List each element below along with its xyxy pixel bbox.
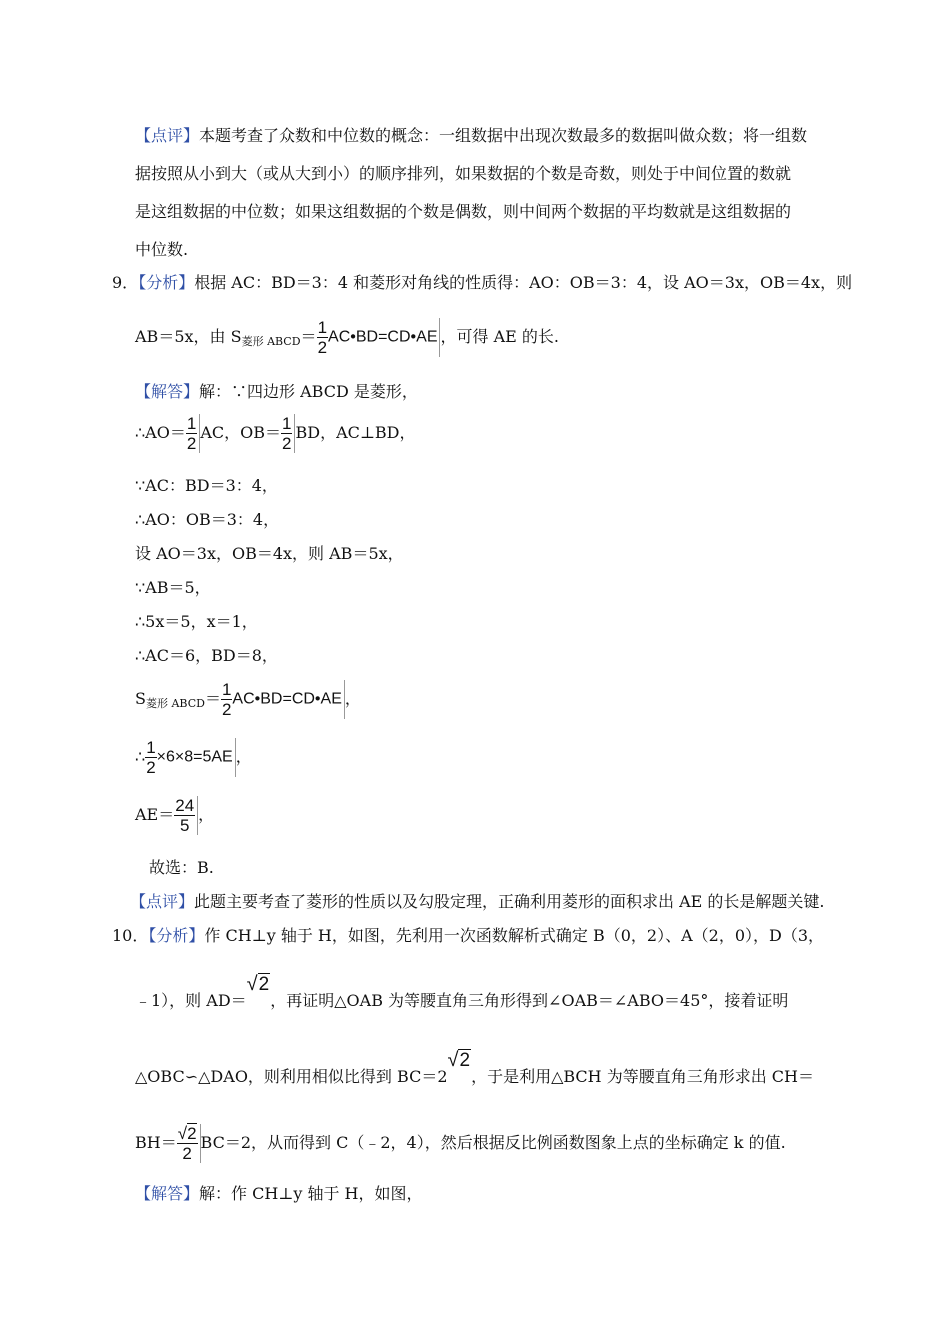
q10-analysis-line-2: ﹣1），则 AD＝√2，再证明△OAB 为等腰直角三角形得到∠OAB＝∠ABO＝45°，接着证明: [135, 973, 789, 1010]
q9-answer-line-5: ∵AB＝5，: [135, 578, 211, 597]
q9-a2-formula: $\frac{1}{2}$ AC•BD=CD•AE: [317, 318, 441, 357]
q10-analysis-tag: 【分析】: [148, 926, 205, 945]
half-fraction-1: $\frac{1}{2}$: [186, 414, 200, 453]
q9-a2-pre: AB＝5x，由 S: [135, 327, 242, 346]
q9-answer-tag: 【解答】: [135, 382, 200, 401]
sqrt-2-b: √2: [447, 1049, 471, 1071]
q9-answer-line-11: 故选：B.: [149, 858, 214, 877]
q9-a2-post: ，可得 AE 的长.: [440, 327, 559, 346]
q10-a1: 作 CH⊥y 轴于 H，如图，先利用一次函数解析式确定 B（0，2）、A（2，0），D（3，: [204, 926, 825, 945]
q9-s10-fraction: $\frac{24}{5}$: [174, 796, 198, 835]
q9-analysis-line-2: [135, 318, 559, 357]
q9-analysis-text-1: 根据 AC：BD＝3：4 和菱形对角线的性质得：AO：OB＝3：4，设 AO＝3x，OB＝4x，则: [194, 273, 853, 292]
q9-a2-eq: ＝: [300, 327, 317, 346]
q9-answer-line-2: ∵AC：BD＝3：4，: [135, 476, 278, 495]
q9-answer-line-0: [135, 384, 418, 400]
q9-answer-line-4: 设 AO＝3x，OB＝4x，则 AB＝5x，: [135, 544, 404, 563]
q9-s9-formula: $\frac{1}{2}$ ×6×8=5AE: [145, 738, 236, 777]
q9-comment-tag: 【点评】: [130, 892, 195, 911]
q9-answer-line-8: S菱形 ABCD＝ $\frac{1}{2}$ AC•BD=CD•AE ，: [135, 680, 361, 719]
comment-line-2: 据按照从小到大（或从大到小）的顺序排列，如果数据的个数是奇数，则处于中间位置的数就: [135, 164, 792, 183]
comment-line-1: [135, 128, 807, 144]
q10-analysis-line-4: BH＝ $\frac{√2}{2}$ BC＝2，从而得到 C（﹣2，4），然后根据反比例函数图象上点的坐标确定 k 的值.: [135, 1124, 786, 1163]
q10-number: 10．: [112, 926, 149, 945]
sqrt2-over-2-fraction: $\frac{√2}{2}$: [177, 1124, 201, 1163]
q9-a2-sub: 菱形 ABCD: [241, 335, 301, 348]
q9-answer-line-3: ∴AO：OB＝3：4，: [135, 510, 280, 529]
q10-analysis-line-3: △OBC∽△DAO，则利用相似比得到 BC＝2√2，于是利用△BCH 为等腰直角三角形求出 CH＝: [135, 1049, 814, 1086]
comment-line-3: 是这组数据的中位数；如果这组数据的个数是偶数，则中间两个数据的平均数就是这组数据的: [135, 202, 792, 221]
half-fraction: $\frac{1}{2}$: [317, 318, 328, 357]
q9-analysis-line-1: [112, 275, 852, 291]
q10-analysis-line-1: [112, 928, 824, 944]
q9-s8-formula: $\frac{1}{2}$ AC•BD=CD•AE: [221, 680, 345, 719]
comment-tag: 【点评】: [135, 126, 200, 145]
q9-answer-line-9: ∴ $\frac{1}{2}$ ×6×8=5AE ，: [135, 738, 252, 777]
q9-comment-line: [130, 894, 825, 910]
comment-line-4: 中位数.: [135, 240, 189, 259]
q9-answer-line-10: AE＝ $\frac{24}{5}$ ，: [135, 796, 215, 835]
sqrt-2-a: √2: [246, 973, 270, 995]
q9-comment-text: 此题主要考查了菱形的性质以及勾股定理，正确利用菱形的面积求出 AE 的长是解题关键.: [194, 892, 825, 911]
comment-text-1: 本题考查了众数和中位数的概念：一组数据中出现次数最多的数据叫做众数；将一组数: [199, 126, 808, 145]
q9-answer-line-7: ∴AC＝6，BD＝8，: [135, 646, 278, 665]
q10-answer-tag: 【解答】: [135, 1184, 200, 1203]
q9-number: 9．: [112, 273, 139, 292]
q9-answer-line-6: ∴5x＝5，x＝1，: [135, 612, 258, 631]
q10-answer-line-0: [135, 1186, 423, 1202]
half-fraction-2: $\frac{1}{2}$: [281, 414, 295, 453]
q9-answer-line-1: ∴AO＝ $\frac{1}{2}$ AC，OB＝ $\frac{1}{2}$ BD，AC⊥BD，: [135, 414, 416, 453]
q10-s0: 解：作 CH⊥y 轴于 H，如图，: [199, 1184, 423, 1203]
q9-analysis-tag: 【分析】: [138, 273, 195, 292]
q9-s0: 解：∵四边形 ABCD 是菱形，: [199, 382, 418, 401]
